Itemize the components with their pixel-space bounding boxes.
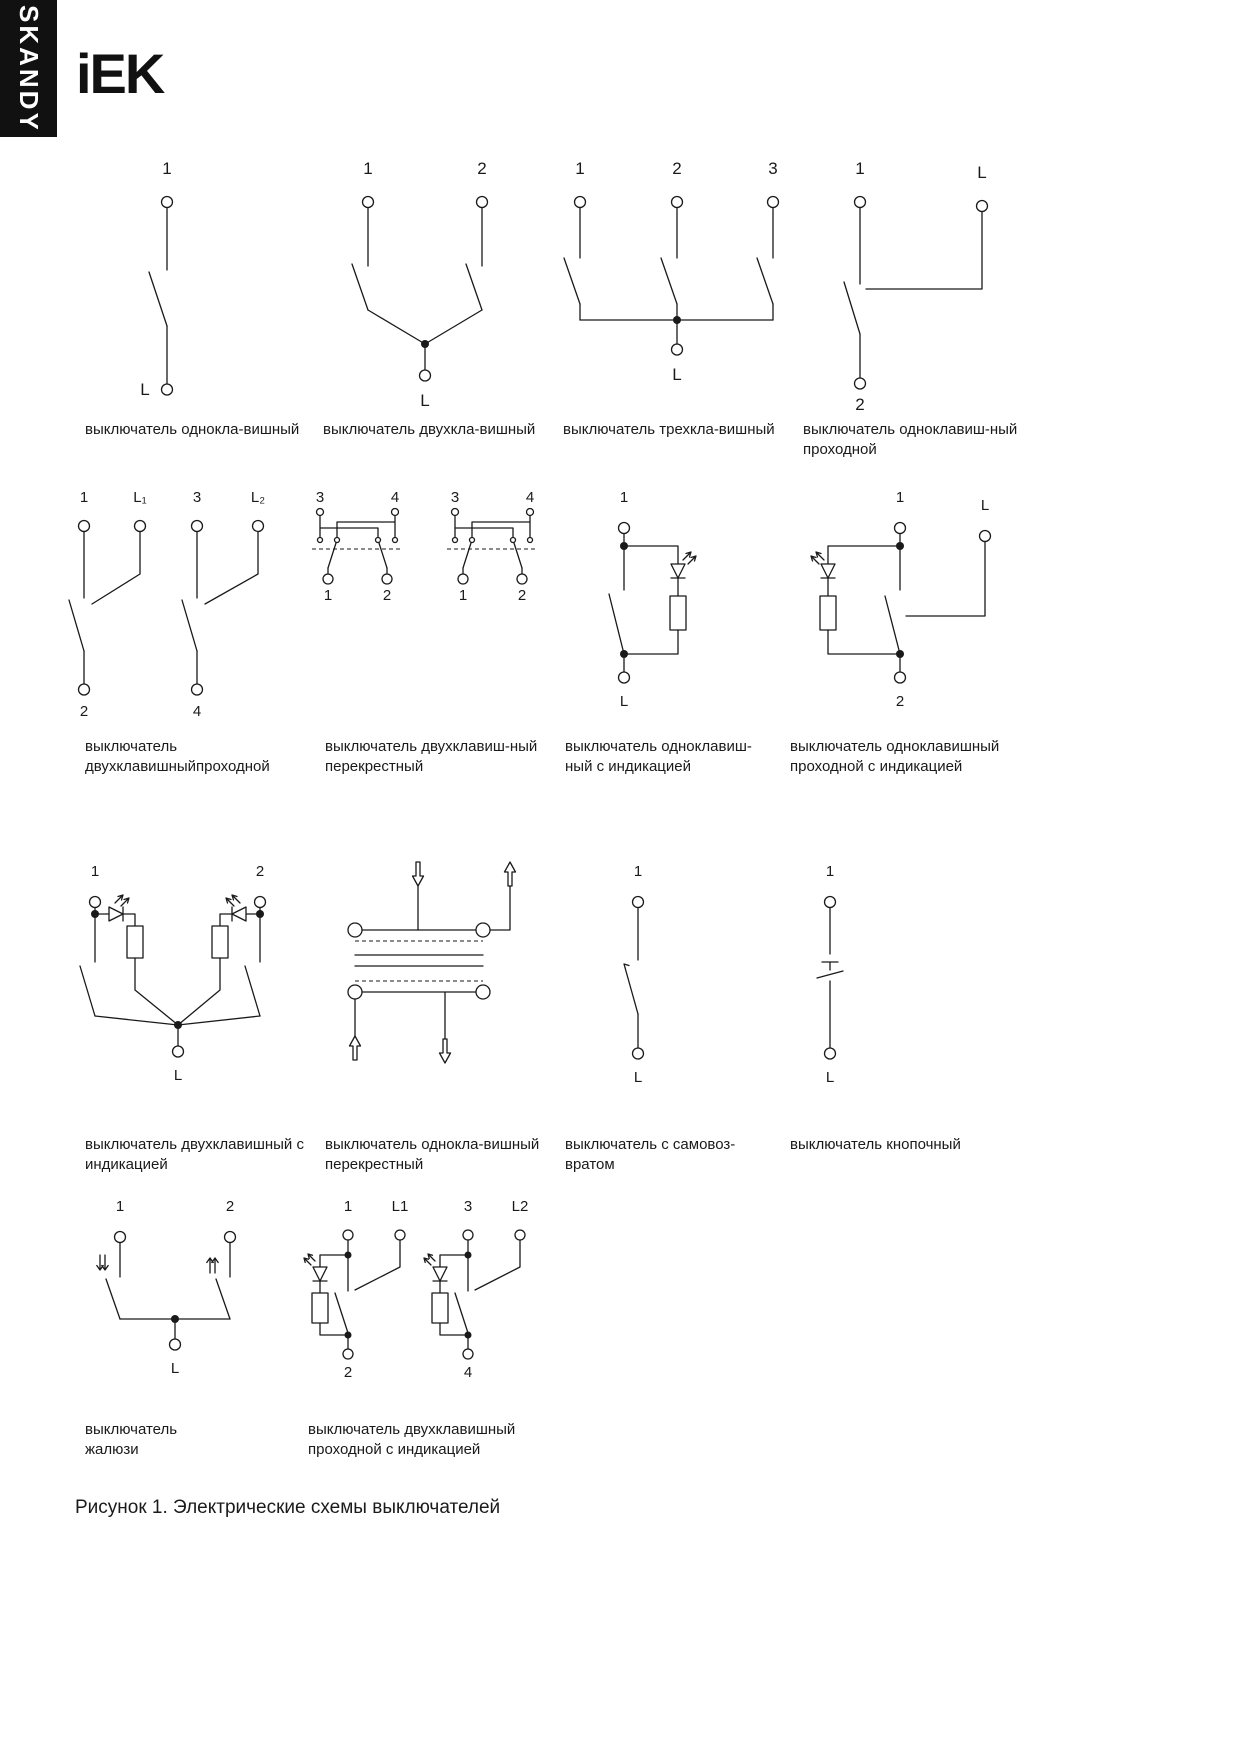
terminal-label-top: L1	[391, 1198, 409, 1215]
terminal-label-bottom: 4	[192, 703, 202, 720]
switch-blade	[514, 543, 522, 568]
terminal-label-top: 1	[633, 863, 643, 880]
schematic-single-key-pass	[820, 158, 1020, 423]
terminal-label-bottom: 2	[517, 587, 527, 604]
terminal-label-top: 4	[390, 489, 400, 506]
diagram-self-return	[610, 862, 675, 1090]
terminal-label-top: 3	[315, 489, 325, 506]
schematic-push-button	[800, 862, 870, 1090]
resistor	[432, 1293, 448, 1323]
terminal-label-bottom: 1	[458, 587, 468, 604]
terminal-label-top: 1	[115, 1198, 125, 1215]
resistor	[670, 596, 686, 630]
arrow-up-icon	[505, 862, 516, 886]
terminal-label-top: 2	[477, 159, 487, 178]
terminal-label-bottom: L	[173, 1067, 183, 1084]
schematic-two-key-cross	[310, 490, 565, 615]
diagram-two-key-indicator	[75, 862, 300, 1094]
schematic-two-key	[320, 158, 530, 418]
contact	[476, 985, 490, 999]
switch-blade	[335, 1293, 348, 1333]
diagram-two-key-cross	[310, 490, 565, 615]
terminal-label-top: 2	[225, 1198, 235, 1215]
caption-blinds: выключатель жалюзи	[85, 1421, 178, 1458]
schematic-two-key-indicator	[75, 862, 300, 1094]
diagram-single-key-cross	[330, 855, 535, 1070]
figure-caption: Рисунок 1. Электрические схемы выключателей	[75, 1497, 501, 1518]
arrow-up-icon	[350, 1036, 361, 1060]
resistor	[212, 926, 228, 958]
series-sidebar	[0, 0, 57, 137]
terminal-label-bottom: 2	[855, 395, 865, 414]
terminal-label-bottom: L	[633, 1069, 643, 1086]
switch-blade	[844, 282, 860, 334]
terminal-label-top: L	[980, 497, 990, 514]
contact	[476, 923, 490, 937]
switch-blade	[661, 258, 677, 304]
caption-self-return: выключатель с самовоз- вратом	[565, 1136, 736, 1173]
diagram-two-key-pass	[64, 488, 279, 723]
caption-single-key-cross: выключатель однокла-вишный перекрестный	[325, 1136, 540, 1173]
terminal-label-top: L	[977, 163, 987, 182]
led-indicator-icon	[220, 895, 260, 926]
led-indicator-icon	[304, 1254, 327, 1281]
switch-blade	[564, 258, 580, 304]
crossover-unit	[312, 489, 403, 604]
brand-logo: iEK	[76, 42, 164, 105]
terminal-label-top: L2	[511, 1198, 529, 1215]
arrow-down-icon	[102, 1255, 108, 1270]
schematic-two-key-pass-indicator	[300, 1197, 545, 1402]
led-indicator-icon	[424, 1254, 447, 1281]
switch-blade	[80, 966, 95, 1016]
terminal-label-bottom: 2	[895, 693, 905, 710]
terminal-label-bottom: L	[672, 365, 682, 384]
terminal-label-bottom: L	[420, 391, 430, 410]
caption-three-key: выключатель трехкла-вишный	[563, 421, 775, 438]
terminal-label-top: 1	[575, 159, 585, 178]
diagram-single-key-indicator	[600, 488, 725, 723]
caption-single-key-pass-indicator: выключатель одноклавишный проходной с индикацией	[790, 738, 1000, 775]
diagram-two-key	[320, 158, 530, 418]
terminal	[162, 384, 173, 395]
series-name: SKANDY	[14, 4, 44, 133]
arrow-down-icon	[413, 862, 424, 886]
diagram-single-key	[85, 158, 285, 418]
terminal-label-bottom: L	[619, 693, 629, 710]
schematic-blinds	[90, 1197, 265, 1387]
switch-blade	[149, 272, 167, 326]
terminal-label-top: L₂	[250, 489, 266, 506]
caption-push-button: выключатель кнопочный	[790, 1136, 961, 1153]
led-indicator-icon	[95, 895, 135, 926]
terminal-label-top: 3	[463, 1198, 473, 1215]
schematic-single-key-cross	[330, 855, 535, 1070]
terminal-label-top: 4	[525, 489, 535, 506]
terminal-label-bottom: 2	[343, 1364, 353, 1381]
terminal	[162, 197, 173, 208]
schematic-single-key-indicator	[600, 488, 725, 723]
resistor	[820, 596, 836, 630]
terminal-label-top: 1	[855, 159, 865, 178]
diagram-single-key-pass	[820, 158, 1020, 423]
caption-single-key-pass: выключатель одноклавиш-ный проходной	[803, 421, 1018, 458]
arrow-down-icon	[97, 1255, 103, 1270]
resistor	[312, 1293, 328, 1323]
crossover-unit	[447, 489, 538, 604]
switch-blade	[182, 600, 197, 651]
diagram-push-button	[800, 862, 870, 1090]
switch-blade	[885, 596, 900, 654]
schematic-two-key-pass	[64, 488, 279, 723]
schematic-single-key-pass-indicator	[800, 488, 1005, 733]
terminal-label-top: 2	[672, 159, 682, 178]
caption-single-key-indicator: выключатель одноклавиш- ный с индикацией	[565, 738, 752, 775]
switch-blade	[328, 543, 336, 568]
arrow-up-icon	[212, 1258, 218, 1273]
led-indicator-icon	[671, 552, 696, 578]
switch-blade	[817, 971, 843, 978]
diagram-three-key	[555, 158, 795, 393]
terminal-label-top: 3	[192, 489, 202, 506]
schematic-self-return	[610, 862, 675, 1090]
terminal-label-bottom: L	[825, 1069, 835, 1086]
caption-two-key-pass-indicator: выключатель двухклавишный проходной с индикацией	[308, 1421, 516, 1458]
contact	[348, 985, 362, 999]
switch-blade	[757, 258, 773, 304]
terminal-label-bottom: 2	[382, 587, 392, 604]
caption-two-key-cross: выключатель двухклавиш-ный перекрестный	[325, 738, 538, 775]
switch-blade	[463, 543, 471, 568]
terminal-label-top: 1	[90, 863, 100, 880]
diagram-blinds	[90, 1197, 265, 1387]
terminal-label-top: L₁	[133, 489, 147, 506]
terminal-label-top: 3	[450, 489, 460, 506]
terminal-label-bottom: L	[170, 1360, 180, 1377]
diagram-two-key-pass-indicator	[300, 1197, 545, 1402]
arrow-down-icon	[440, 1039, 451, 1063]
contact	[348, 923, 362, 937]
terminal-label-top: 1	[162, 159, 172, 178]
switch-blade	[466, 264, 482, 310]
terminal-label-top: 1	[363, 159, 373, 178]
terminal-label-bottom: 2	[79, 703, 89, 720]
switch-blade-self-return	[624, 964, 638, 1014]
caption-two-key-indicator: выключатель двухклавишный с индикацией	[85, 1136, 304, 1173]
caption-single-key: выключатель однокла-вишный	[85, 421, 300, 438]
switch-blade	[609, 594, 624, 654]
switch-blade	[216, 1279, 230, 1319]
switch-blade	[352, 264, 368, 310]
schematic-three-key	[555, 158, 795, 393]
caption-two-key: выключатель двухкла-вишный	[323, 421, 536, 438]
terminal-label-bottom: 1	[323, 587, 333, 604]
caption-two-key-pass: выключатель двухклавишныйпроходной	[85, 738, 270, 775]
switch-blade	[106, 1279, 120, 1319]
terminal-label-top: 1	[619, 489, 629, 506]
terminal-label-top: 1	[825, 863, 835, 880]
switch-blade	[245, 966, 260, 1016]
switch-blade	[379, 543, 387, 568]
terminal-label-top: 1	[343, 1198, 353, 1215]
schematic-single-key	[85, 158, 285, 418]
terminal-label-top: 1	[895, 489, 905, 506]
led-indicator-icon	[811, 552, 835, 578]
terminal-label-bottom: 4	[463, 1364, 473, 1381]
diagram-single-key-pass-indicator	[800, 488, 1005, 733]
terminal-label-bottom: L	[140, 380, 150, 399]
switch-blade	[455, 1293, 468, 1333]
arrow-up-icon	[207, 1258, 213, 1273]
terminal-label-top: 3	[768, 159, 778, 178]
resistor	[127, 926, 143, 958]
push-actuator	[822, 962, 838, 970]
terminal-label-top: 2	[255, 863, 265, 880]
terminal-label-top: 1	[79, 489, 89, 506]
switch-blade	[69, 600, 84, 651]
